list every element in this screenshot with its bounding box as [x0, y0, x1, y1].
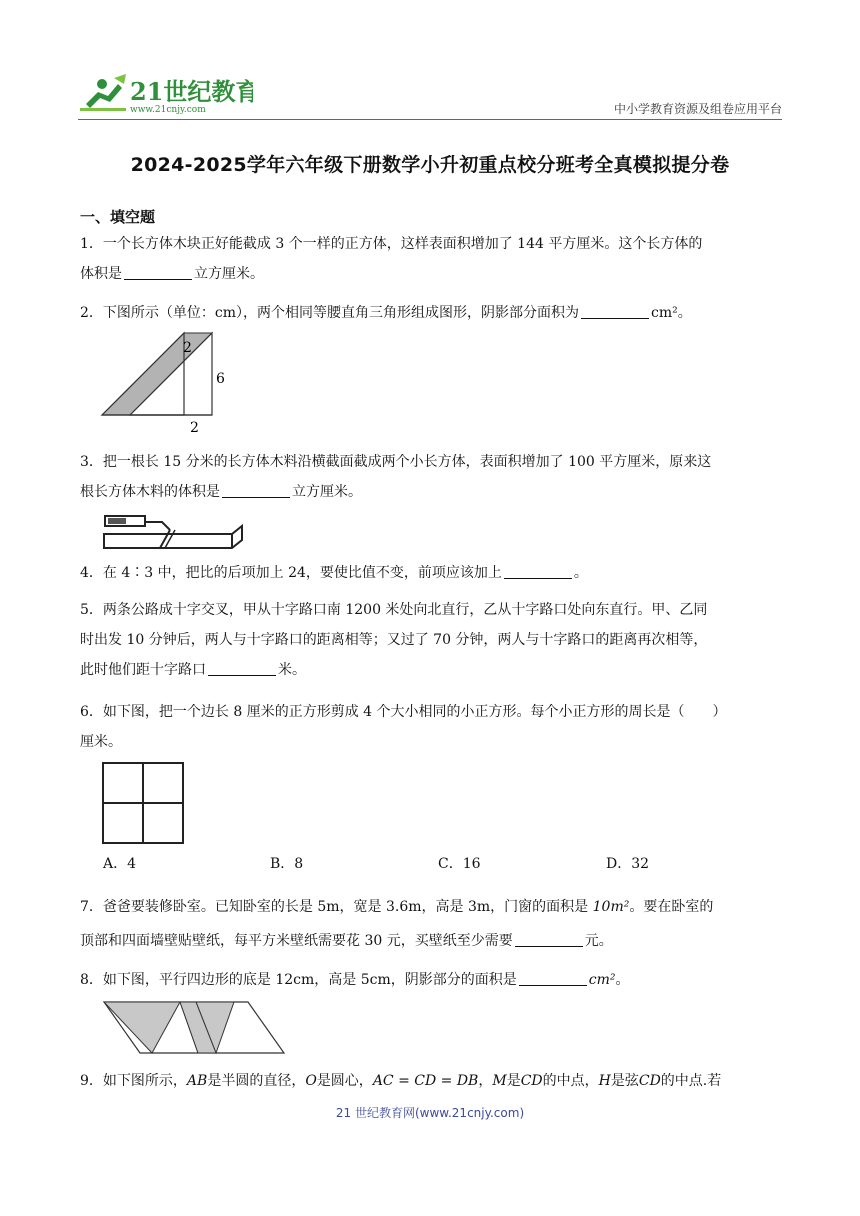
- q2-label-2-top: 2: [183, 340, 192, 356]
- q1-blank: [124, 263, 192, 280]
- q5-blank: [208, 659, 276, 676]
- q2-label-6: 6: [216, 371, 225, 387]
- question-3: 3．把一根长 15 分米的长方体木料沿横截面截成两个小长方体，表面积增加了 100 平方厘米，原来这 根长方体木料的体积是 立方厘米。: [80, 454, 712, 500]
- section-heading: 一、填空题: [80, 208, 156, 226]
- q6-figure: [100, 760, 186, 846]
- q6-option-a[interactable]: A．4: [103, 856, 137, 872]
- q8-figure: [100, 998, 290, 1058]
- q4-blank: [504, 562, 572, 579]
- q1-line1: 1．一个长方体木块正好能截成 3 个一样的正方体，这样表面积增加了 144 平方厘米。这个长方体的: [80, 236, 703, 252]
- question-6: 6．如下图，把一个边长 8 厘米的正方形剪成 4 个大小相同的小正方形。每个小正方形的周长是（ ） 厘米。: [80, 704, 727, 750]
- platform-label: 中小学教育资源及组卷应用平台: [613, 102, 782, 116]
- q3-blank: [222, 481, 290, 498]
- question-7: 7．爸爸要装修卧室。已知卧室的长是 5m，宽是 3.6m，高是 3m，门窗的面积是 10m²。要在卧室的 顶部和四面墙壁贴壁纸，每平方米壁纸需要花 30 元，买壁纸至少需要 元。: [80, 899, 714, 949]
- question-2: 2．下图所示（单位：cm），两个相同等腰直角三角形组成图形，阴影部分面积为 cm²。: [80, 298, 780, 328]
- q9-arc-equation: AC = CD = DB: [372, 1073, 479, 1089]
- header-divider: [78, 119, 782, 120]
- q7-blank: [515, 930, 583, 947]
- logo: [78, 70, 253, 118]
- q7-area-math: 10m²: [592, 899, 630, 915]
- question-5: 5．两条公路成十字交叉，甲从十字路口南 1200 米处向北直行，乙从十字路口处向东直行。甲、乙同 时出发 10 分钟后，两人与十字路口的距离相等；又过了 70 分钟，两人与十字路口的距离再次相等， 此时他们距十字路口 米。: [80, 602, 708, 678]
- question-9: 9．如下图所示，AB是半圆的直径，O是圆心，AC = CD = DB，M是CD的中点，H是弦CD的中点.若: [80, 1073, 722, 1089]
- page-title: 2024-2025学年六年级下册数学小升初重点校分班考全真模拟提分卷: [130, 154, 730, 176]
- q2-figure: [98, 330, 238, 438]
- footer-link[interactable]: 21 世纪教育网(www.21cnjy.com): [335, 1106, 525, 1120]
- question-1: [80, 229, 780, 289]
- runner-logo-icon: [80, 74, 126, 111]
- q3-figure: [100, 510, 250, 554]
- q6-option-d[interactable]: D．32: [606, 856, 650, 872]
- question-4: 4．在 4∶3 中，把比的后项加上 24，要使比值不变，前项应该加上 。: [80, 558, 780, 588]
- q2-blank: [581, 302, 649, 319]
- q8-blank: [519, 969, 587, 986]
- q2-label-2-bottom: 2: [190, 420, 199, 436]
- q6-option-b[interactable]: B．8: [270, 856, 304, 872]
- question-8: 8．如下图，平行四边形的底是 12cm，高是 5cm，阴影部分的面积是 cm²。: [80, 965, 780, 995]
- q6-option-c[interactable]: C．16: [438, 856, 481, 872]
- q1-line2: 体积是 立方厘米。: [80, 259, 780, 289]
- logo-url: www.21cnjy.com: [130, 105, 206, 115]
- logo-text: 21世纪教育: [130, 77, 253, 106]
